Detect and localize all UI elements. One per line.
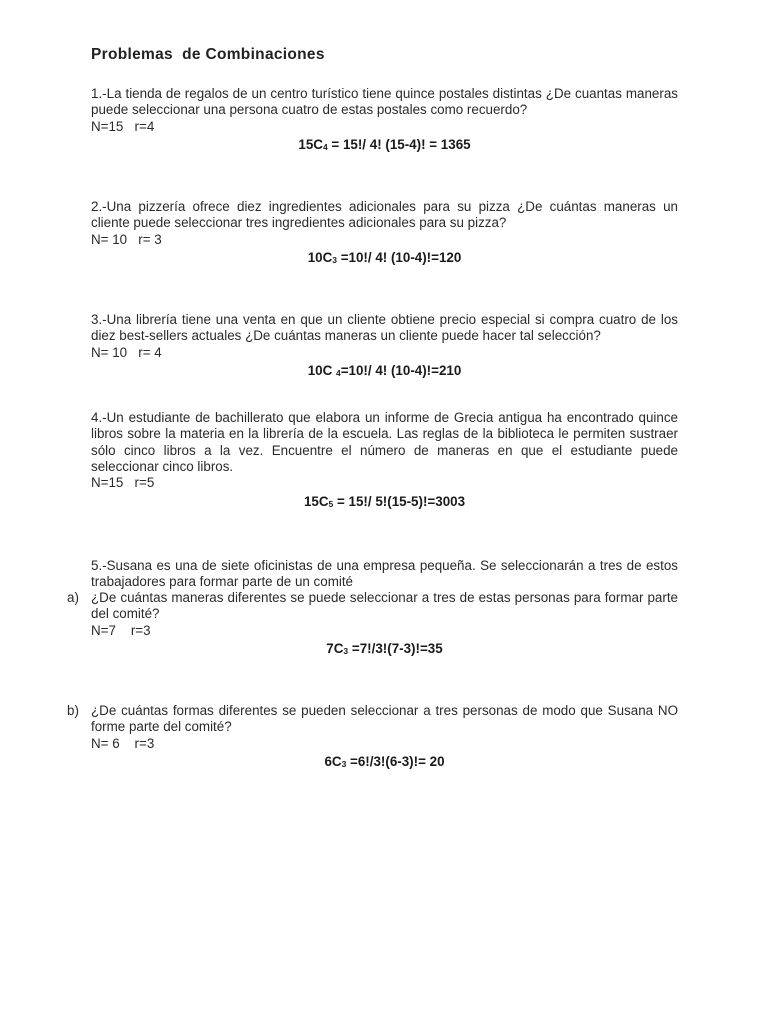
problem-3-text: 3.-Una librería tiene una venta en que un cliente obtiene precio especial si compra cuatro de los diez best-sellers actuales ¿De cuántas maneras un cliente puede hacer tal selección? — [91, 312, 678, 344]
part-b-formula: $6C_3 =6!/3!(6-3)!= 20$ — [324, 754, 445, 769]
problem-2-params: N= 10 r= 3 — [91, 231, 162, 247]
part-b-text: ¿De cuántas formas diferentes se pueden seleccionar a tres personas de modo que Susana NO forme parte del comité? — [91, 703, 678, 735]
problem-4 — [91, 410, 678, 491]
problem-3-formula: 10C $_4$=10!/ 4! (10-4)!=210 — [307, 363, 462, 378]
problem-4-text: 4.-Un estudiante de bachillerato que elabora un informe de Grecia antigua ha encontrado quince libros sobre la materia en la librería de la escuela. Las reglas de la biblioteca le permiten sustraer sólo cinco libros a la vez. Encuentre el número de maneras en que el estudiante puede seleccionar cinco libros. — [91, 410, 678, 474]
part-a — [91, 590, 678, 639]
part-a-params: N=7 r=3 — [91, 622, 151, 638]
problem-2 — [91, 199, 678, 248]
problem-2-text: 2.-Una pizzería ofrece diez ingredientes adicionales para su pizza ¿De cuántas maneras un cliente puede seleccionar tres ingredientes adicionales para su pizza? — [91, 199, 678, 231]
problem-3-params: N= 10 r= 4 — [91, 344, 162, 360]
part-b-marker: b) — [67, 703, 79, 718]
part-b — [91, 703, 678, 752]
problem-2-formula: $10C_3 =10!/$ 4! (10-4)!=120 — [307, 250, 462, 265]
problem-5-text: 5.-Susana es una de siete oficinistas de una empresa pequeña. Se seleccionarán a tres de estos trabajadores para formar parte de un comité — [91, 558, 678, 590]
part-a-formula: $7C_3 =7!/3!(7-3)!=35$ — [326, 641, 443, 656]
problem-4-formula: $15C_5 = 15!/$ 5!(15-5)!=3003 — [303, 494, 466, 509]
page-title: Problemas de Combinaciones — [91, 46, 325, 63]
part-b-params: N= 6 r=3 — [91, 735, 155, 751]
problem-4-params: N=15 r=5 — [91, 475, 155, 491]
problem-1 — [91, 86, 678, 135]
part-a-marker: a) — [67, 590, 79, 605]
problem-1-formula: $15C_4 = 15!/$ 4! (15-4)! = 1365 — [298, 137, 471, 152]
problem-1-text: 1.-La tienda de regalos de un centro turístico tiene quince postales distintas ¿De cuantas maneras puede seleccionar una persona cuatro de estas postales como recuerdo? — [91, 86, 678, 118]
problem-1-params: N=15 r=4 — [91, 118, 155, 134]
problem-5 — [91, 558, 678, 591]
part-a-text: ¿De cuántas maneras diferentes se puede seleccionar a tres de estas personas para formar parte del comité? — [91, 590, 678, 622]
problem-3 — [91, 312, 678, 361]
